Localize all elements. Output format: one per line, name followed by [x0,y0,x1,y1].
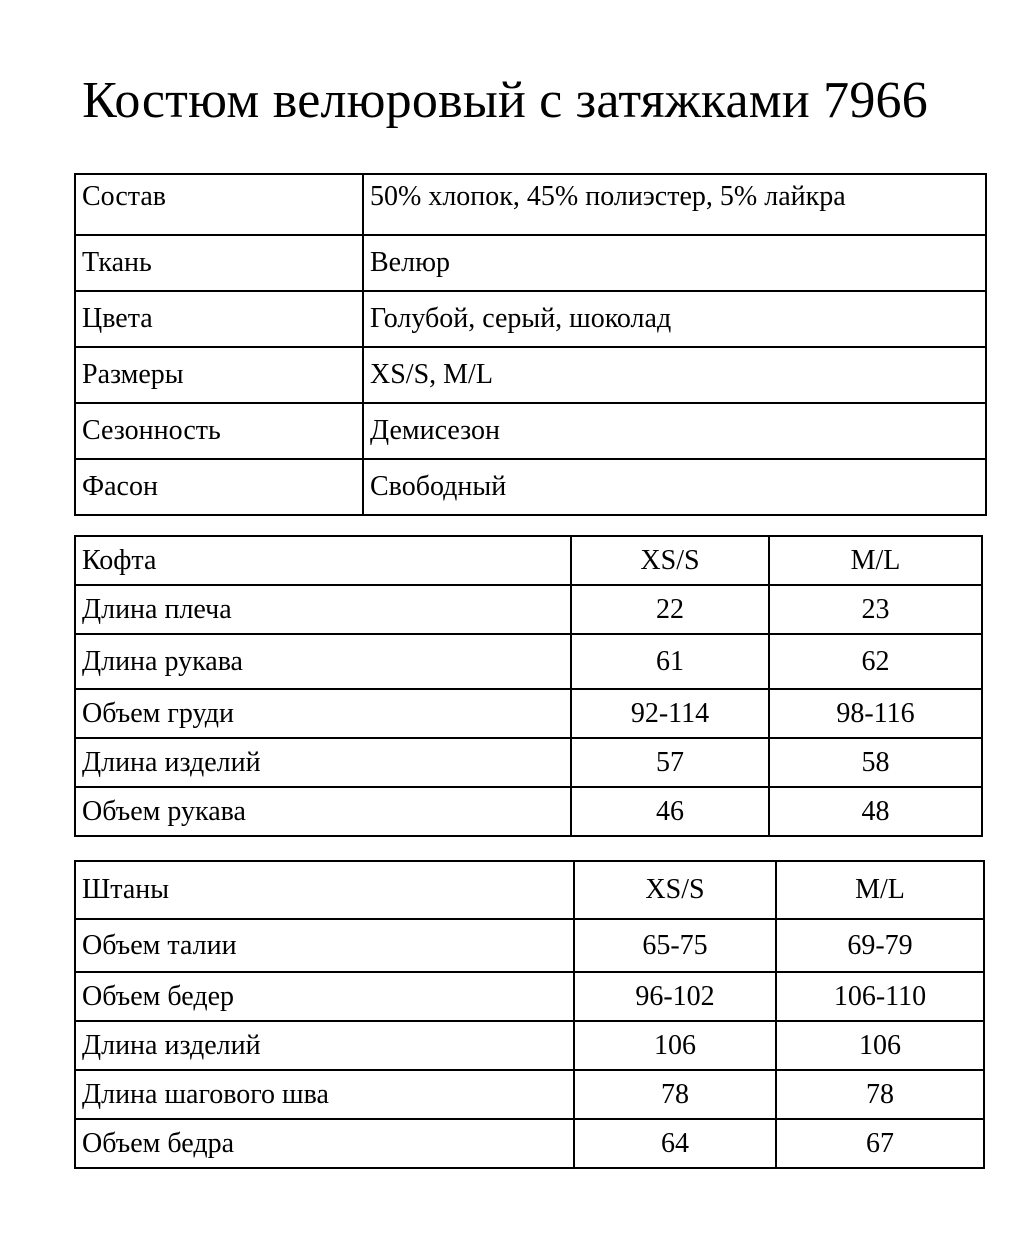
measurement-label: Длина шагового шва [75,1070,574,1119]
spec-value: Голубой, серый, шоколад [363,291,986,347]
measurement-label: Объем рукава [75,787,571,836]
column-header: Кофта [75,536,571,585]
product-specs-table [74,173,987,516]
spec-label: Цвета [75,291,363,347]
measurement-value: 98-116 [769,689,982,738]
spec-value: Демисезон [363,403,986,459]
table-row [75,1119,984,1168]
spec-label: Ткань [75,235,363,291]
table-row [75,634,982,689]
table-row [75,919,984,972]
measurement-value: 106-110 [776,972,984,1021]
spec-label: Состав [75,174,363,235]
spec-row-sizes [75,347,986,403]
table-row [75,1070,984,1119]
measurement-label: Длина изделий [75,738,571,787]
measurement-label: Длина рукава [75,634,571,689]
measurement-value: 64 [574,1119,776,1168]
table-header-row [75,861,984,919]
measurement-value: 67 [776,1119,984,1168]
table-header-row [75,536,982,585]
measurement-value: 22 [571,585,769,634]
table-row [75,689,982,738]
spec-row-composition [75,174,986,235]
spec-label: Фасон [75,459,363,515]
measurement-label: Длина изделий [75,1021,574,1070]
spec-row-fabric [75,235,986,291]
measurement-value: 61 [571,634,769,689]
table-row [75,787,982,836]
measurement-value: 23 [769,585,982,634]
measurement-value: 69-79 [776,919,984,972]
measurement-value: 46 [571,787,769,836]
spec-value: XS/S, M/L [363,347,986,403]
pants-size-table [74,860,985,1169]
measurement-label: Объем груди [75,689,571,738]
measurement-value: 78 [776,1070,984,1119]
table-row [75,972,984,1021]
measurement-label: Объем бедра [75,1119,574,1168]
measurement-value: 92-114 [571,689,769,738]
table-row [75,1021,984,1070]
spec-value: 50% хлопок, 45% полиэстер, 5% лайкра [363,174,986,235]
spec-value: Свободный [363,459,986,515]
measurement-value: 58 [769,738,982,787]
page-title: Костюм велюровый с затяжками 7966 [82,72,928,129]
measurement-value: 106 [776,1021,984,1070]
measurement-label: Длина плеча [75,585,571,634]
measurement-label: Объем талии [75,919,574,972]
column-header: M/L [776,861,984,919]
measurement-value: 96-102 [574,972,776,1021]
measurement-value: 78 [574,1070,776,1119]
measurement-value: 48 [769,787,982,836]
spec-row-fit [75,459,986,515]
table-row [75,585,982,634]
column-header: XS/S [574,861,776,919]
spec-label: Сезонность [75,403,363,459]
column-header: Штаны [75,861,574,919]
top-size-table [74,535,983,837]
measurement-value: 65-75 [574,919,776,972]
measurement-value: 106 [574,1021,776,1070]
column-header: M/L [769,536,982,585]
spec-label: Размеры [75,347,363,403]
column-header: XS/S [571,536,769,585]
spec-value: Велюр [363,235,986,291]
spec-row-season [75,403,986,459]
spec-row-colors [75,291,986,347]
measurement-value: 62 [769,634,982,689]
measurement-label: Объем бедер [75,972,574,1021]
measurement-value: 57 [571,738,769,787]
table-row [75,738,982,787]
